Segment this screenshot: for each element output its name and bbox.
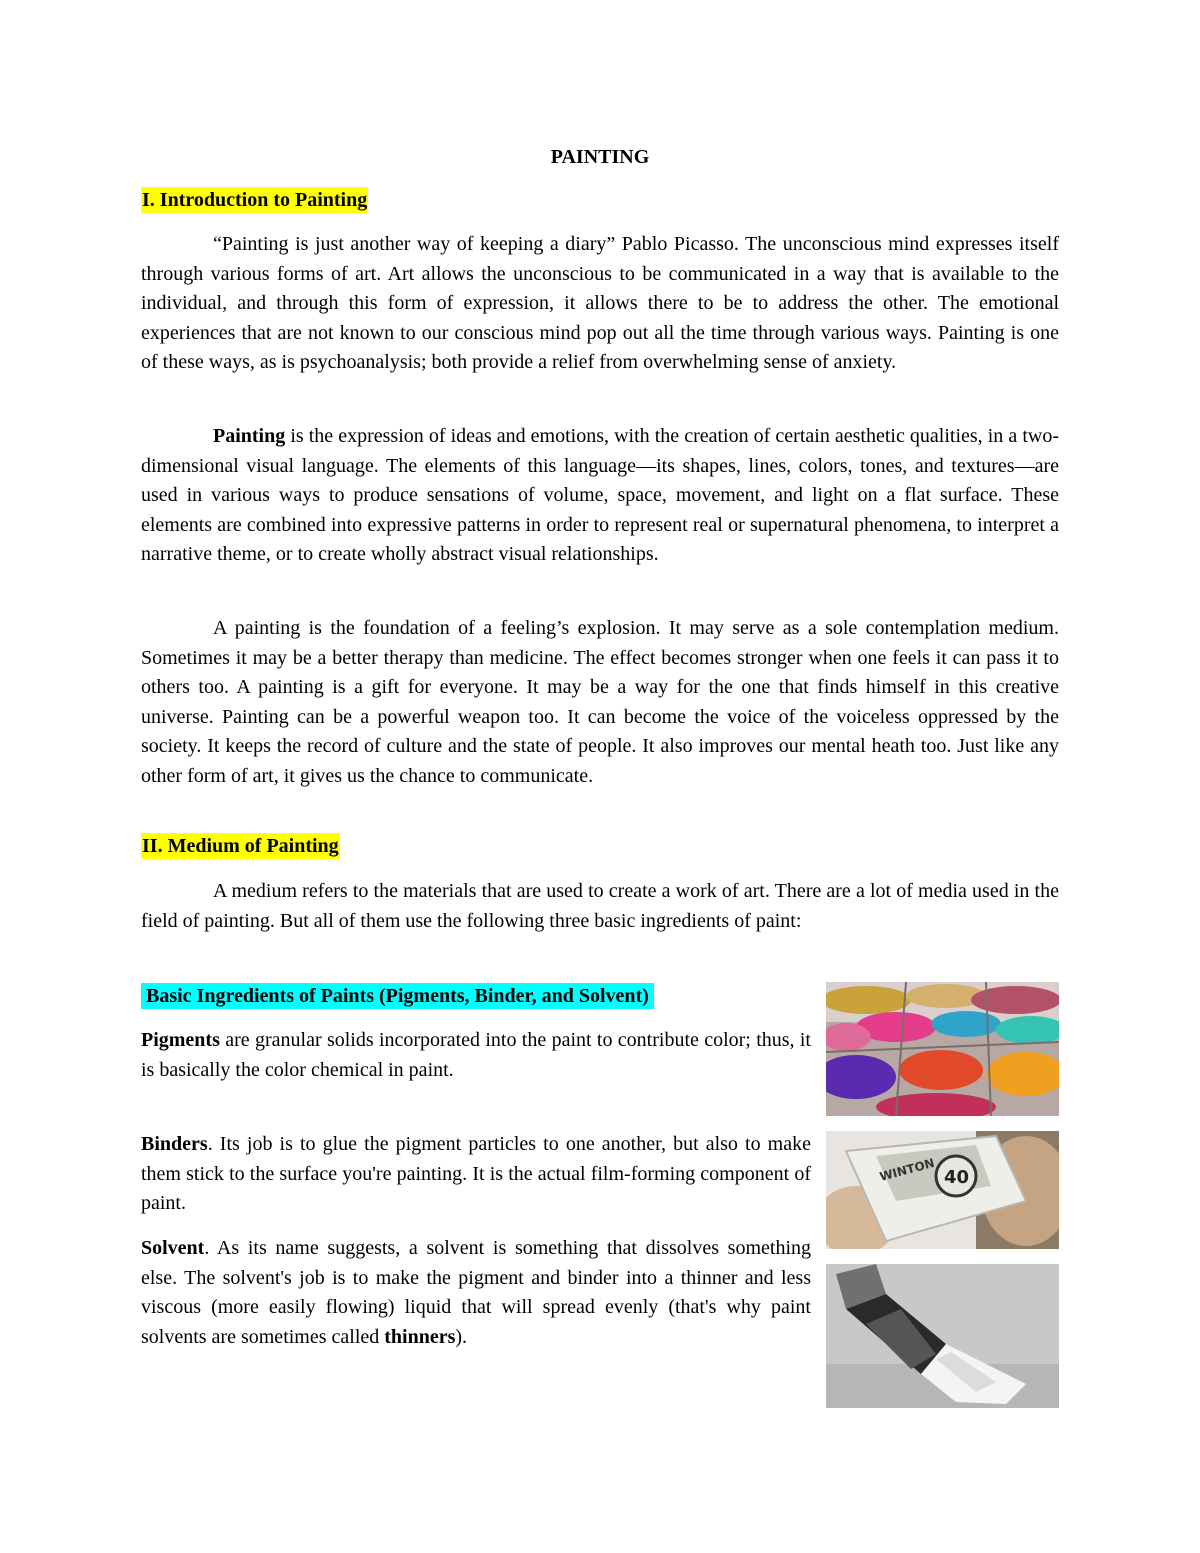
solvent-photo-illustration — [826, 1264, 1059, 1408]
pigments-paragraph — [141, 1026, 811, 1085]
medium-paragraph-1: A medium refers to the materials that are used to create a work of art. There are a lot of media used in the field of painting. But all of them use the following three basic ingredients of paint: — [141, 880, 1059, 932]
term-painting: Painting — [213, 425, 286, 447]
term-binders: Binders — [141, 1133, 208, 1155]
binder-tube-decoration: 40 — [944, 1167, 970, 1188]
intro-paragraph-2 — [141, 422, 1059, 570]
term-pigments: Pigments — [141, 1029, 220, 1051]
pigments-photo-illustration — [826, 982, 1059, 1116]
binder-photo-illustration — [826, 1131, 1059, 1249]
binder-photo — [826, 1131, 1059, 1249]
binders-paragraph — [141, 1130, 811, 1219]
pigments-photo — [826, 982, 1059, 1116]
intro-paragraph-1: “Painting is just another way of keeping a diary” Pablo Picasso. The unconscious mind expresses itself through various forms of art. Art allows the unconscious to be communicated in a way that is available to the individual, and through this form of expression, it allows there to be to address the other. The emotional experiences that are not known to our conscious mind pop out all the time through various ways. Painting is one of these ways, as is psychoanalysis; both provide a relief from overwhelming sense of anxiety. — [141, 233, 1059, 374]
binder-tube-brand-decoration: WINTON — [878, 1155, 937, 1184]
pigments-text: are granular solids incorporated into the paint to contribute color; thus, it is basically the color chemical in paint. — [141, 1029, 811, 1081]
intro-paragraph-3: A painting is the foundation of a feeling’s explosion. It may serve as a sole contemplation medium. Sometimes it may be a better therapy than medicine. The effect becomes stronger when one feels it can pass it to others too. A painting is a gift for everyone. It may be a way for the one that finds himself in this creative universe. Painting can be a powerful weapon too. It can become the voice of the voiceless oppressed by the society. It keeps the record of culture and the state of people. It also improves our mental heath too. Just like any other form of art, it gives us the chance to communicate. — [141, 617, 1059, 787]
solvent-photo — [826, 1264, 1059, 1408]
section-heading-medium: II. Medium of Painting — [142, 835, 339, 857]
solvent-paragraph — [141, 1234, 811, 1352]
section-heading-introduction: I. Introduction to Painting — [142, 189, 368, 211]
term-thinners: thinners — [384, 1325, 456, 1348]
solvent-text: . As its name suggests, a solvent is something that dissolves something else. The solvent's job is to make the pigment and binder into a thinner and less viscous (more easily flowing) liquid that will spread evenly (that's why paint solvents are sometimes called — [141, 1237, 811, 1348]
intro-paragraph-2-text: is the expression of ideas and emotions, with the creation of certain aesthetic qualities, in a two-dimensional visual language. The elements of this language—its shapes, lines, colors, tones, and textures—are used in various ways to produce sensations of volume, space, movement, and light on a flat surface. These elements are combined into expressive patterns in order to represent real or supernatural phenomena, to interpret a narrative theme, or to create wholly abstract visual relationships. — [141, 425, 1059, 566]
page-title: PAINTING — [550, 146, 650, 168]
binders-text: . Its job is to glue the pigment particles to one another, but also to make them stick to the surface you're painting. It is the actual film-forming component of paint. — [141, 1133, 811, 1215]
solvent-tail: ). — [455, 1325, 468, 1348]
term-solvent: Solvent — [141, 1237, 205, 1259]
subheading-basic-ingredients: Basic Ingredients of Paints (Pigments, Binder, and Solvent) — [141, 983, 654, 1009]
